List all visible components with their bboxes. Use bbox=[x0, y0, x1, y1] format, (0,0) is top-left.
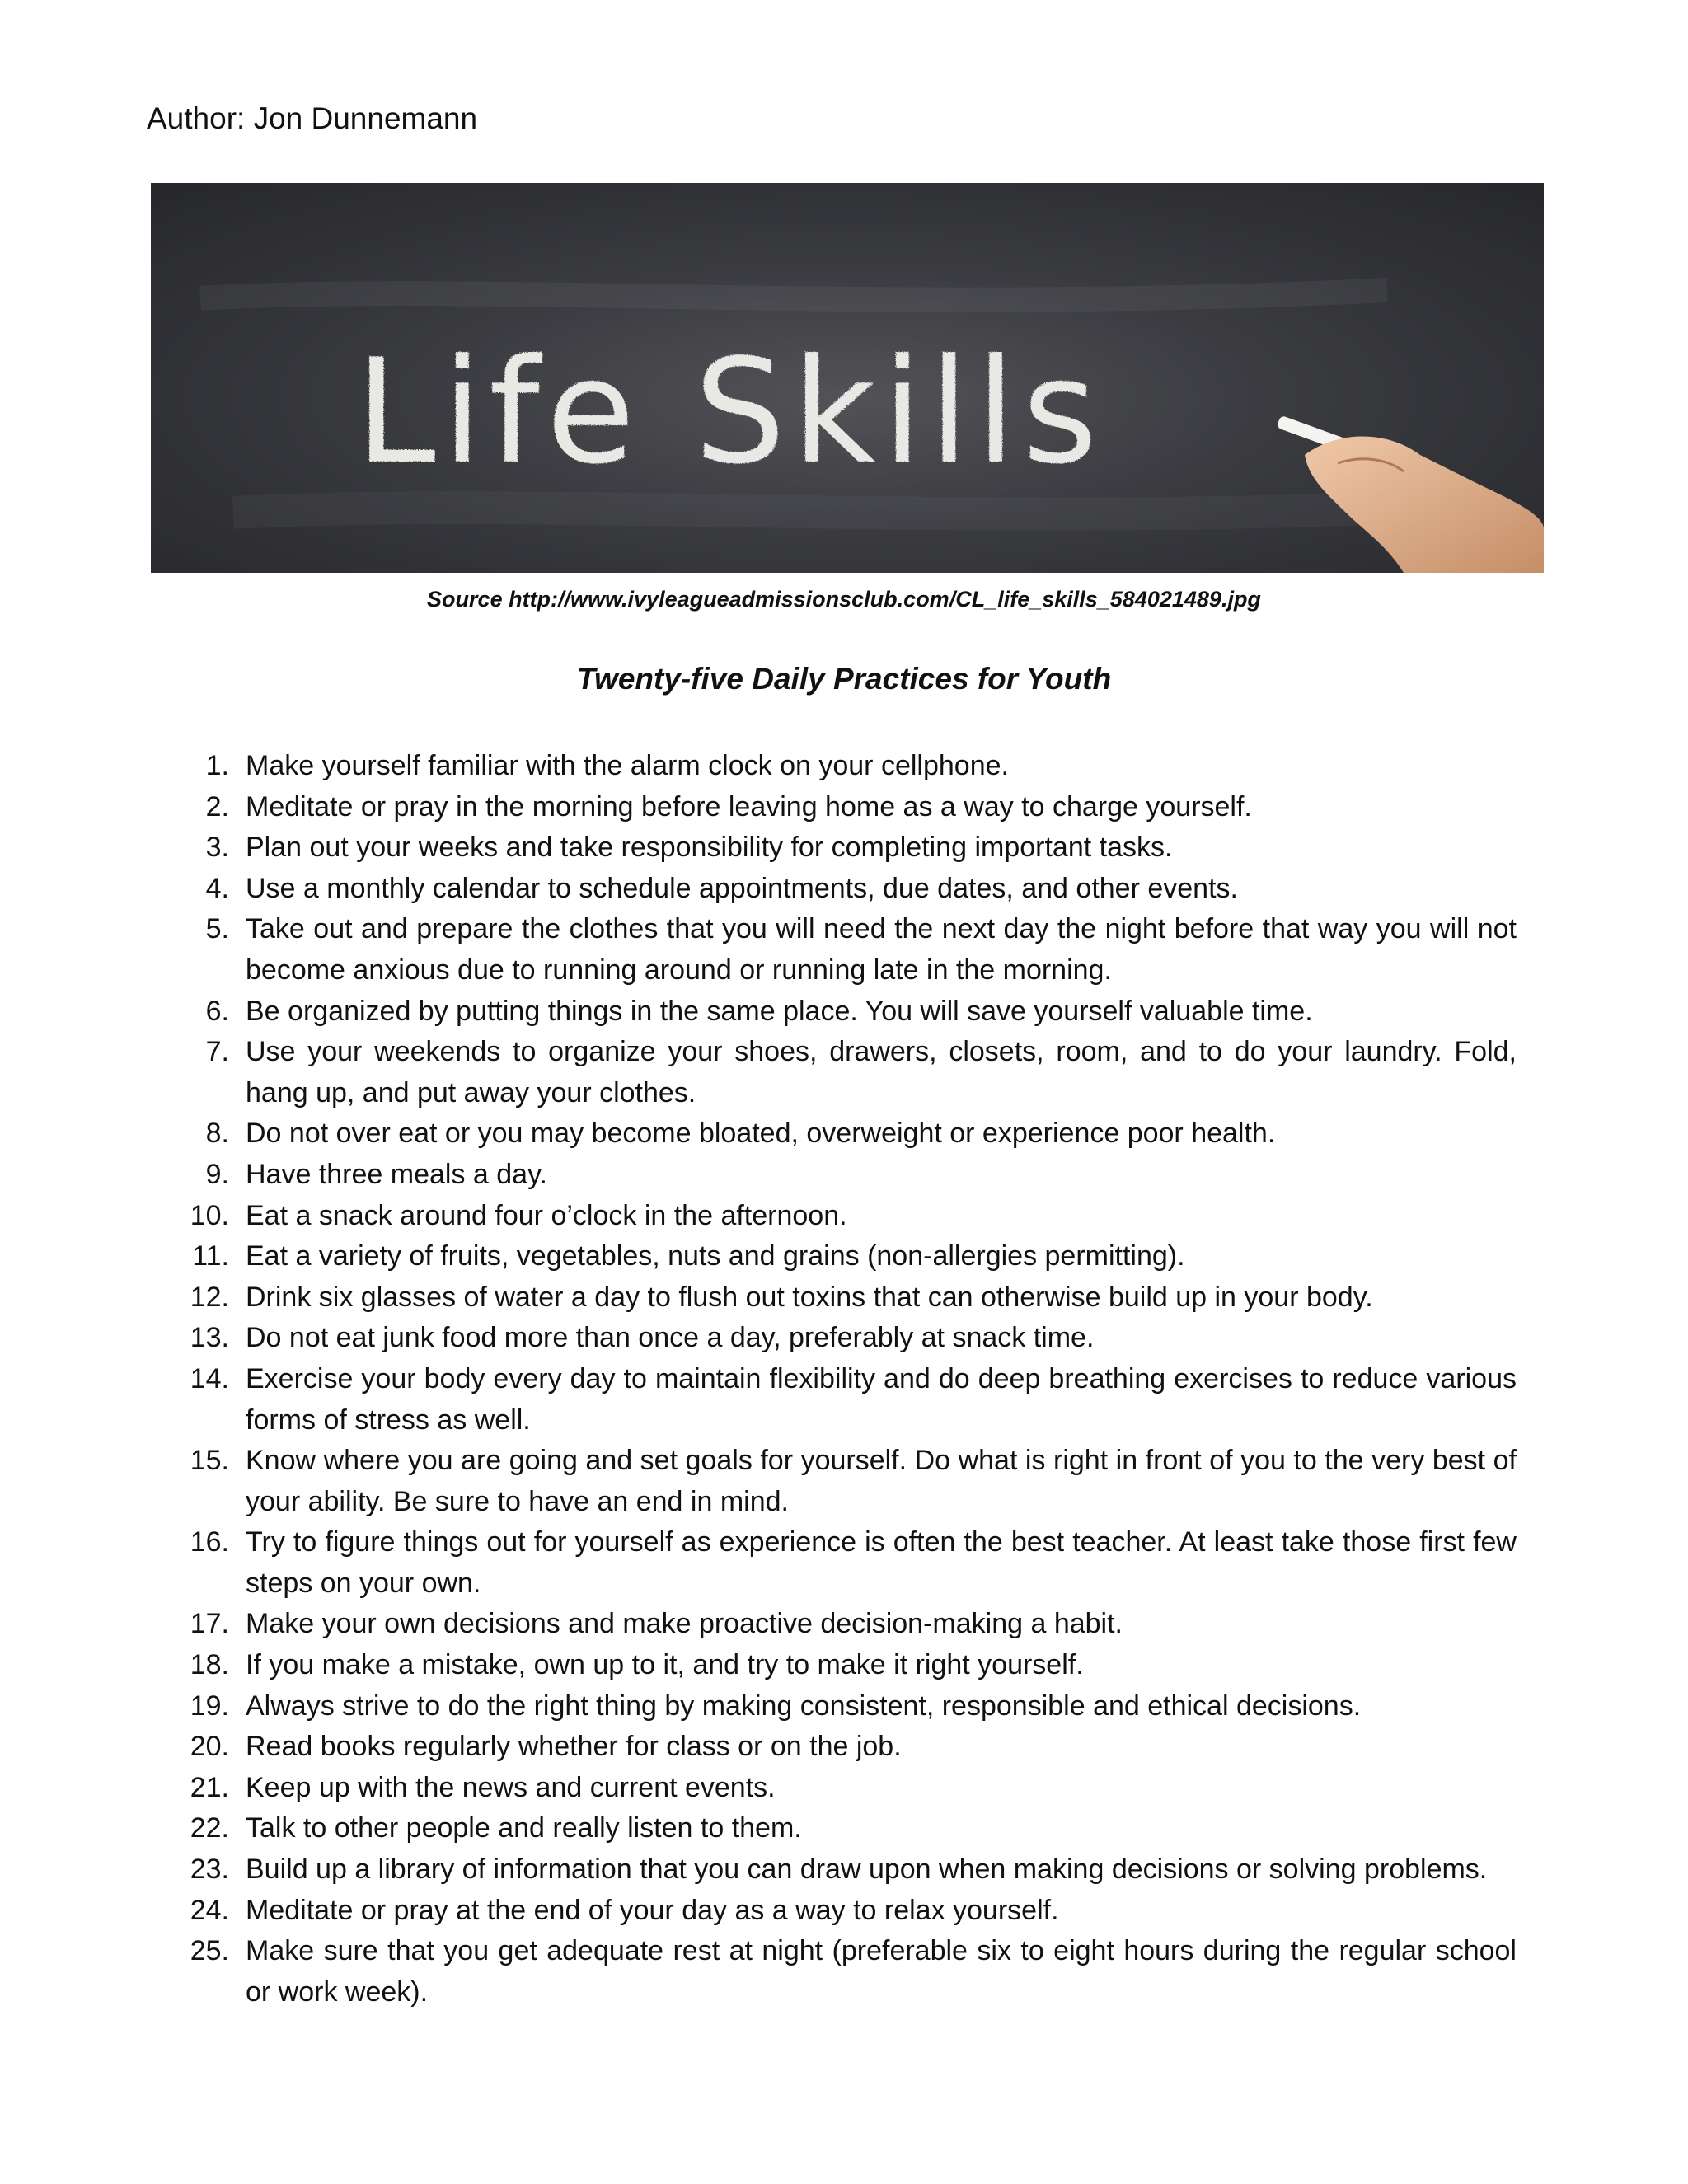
practice-item bbox=[148, 1236, 1517, 1277]
practice-item bbox=[148, 1645, 1517, 1686]
practice-item bbox=[148, 1359, 1517, 1441]
practice-number: 4. bbox=[205, 872, 229, 904]
practice-text: Do not eat junk food more than once a day, preferably at snack time. bbox=[246, 1322, 1095, 1354]
practice-text: Make your own decisions and make proactive decision-making a habit. bbox=[246, 1608, 1123, 1640]
practice-item bbox=[148, 1849, 1517, 1891]
banner-text: Life Skills bbox=[355, 329, 1104, 496]
practice-text: Know where you are going and set goals for yourself. Do what is right in front of you to the very best of your ability. Be sure to have an end in mind. bbox=[246, 1445, 1517, 1517]
practice-text: Eat a variety of fruits, vegetables, nuts and grains (non-allergies permitting). bbox=[246, 1240, 1185, 1272]
practice-text: Always strive to do the right thing by making consistent, responsible and ethical decisions. bbox=[246, 1690, 1362, 1722]
practice-number: 22. bbox=[190, 1812, 229, 1844]
practice-text: Keep up with the news and current events. bbox=[246, 1771, 776, 1803]
practice-number: 3. bbox=[205, 832, 229, 864]
chalkboard-illustration bbox=[151, 183, 1544, 573]
document-title: Twenty-five Daily Practices for Youth bbox=[576, 662, 1112, 696]
practice-item bbox=[148, 1931, 1517, 2013]
practice-number: 10. bbox=[190, 1199, 229, 1231]
practice-text: Be organized by putting things in the same place. You will save yourself valuable time. bbox=[246, 995, 1313, 1027]
practice-text: Use your weekends to organize your shoes, drawers, closets, room, and to do your laundry. Fold, hang up, and put away your clothes. bbox=[246, 1036, 1517, 1108]
practice-item bbox=[148, 909, 1517, 991]
practice-item bbox=[148, 1891, 1517, 1932]
practice-text: Drink six glasses of water a day to flush out toxins that can otherwise build up in your body. bbox=[246, 1281, 1373, 1313]
practice-item bbox=[148, 869, 1517, 910]
practice-text: Meditate or pray in the morning before leaving home as a way to charge yourself. bbox=[246, 790, 1252, 823]
practice-number: 12. bbox=[190, 1281, 229, 1313]
practice-number: 11. bbox=[192, 1240, 229, 1272]
practice-number: 17. bbox=[190, 1608, 229, 1640]
practice-text: Exercise your body every day to maintain flexibility and do deep breathing exercises to reduce various forms of stress as well. bbox=[246, 1362, 1517, 1436]
practice-item bbox=[148, 1155, 1517, 1196]
practice-item bbox=[148, 1441, 1517, 1522]
practice-item bbox=[148, 1032, 1517, 1113]
practice-number: 1. bbox=[205, 750, 229, 781]
practice-item bbox=[148, 1277, 1517, 1319]
practice-text: Read books regularly whether for class or on the job. bbox=[246, 1731, 902, 1763]
life-skills-banner-image bbox=[151, 183, 1544, 573]
practice-text: Build up a library of information that you can draw upon when making decisions or solving problems. bbox=[246, 1854, 1488, 1886]
practice-item bbox=[148, 827, 1517, 869]
author-line: Author: Jon Dunnemann bbox=[147, 101, 478, 135]
practice-item bbox=[148, 1113, 1517, 1155]
practice-text: Meditate or pray at the end of your day as a way to relax yourself. bbox=[246, 1894, 1059, 1926]
practice-text: Do not over eat or you may become bloated, overweight or experience poor health. bbox=[246, 1118, 1276, 1150]
practice-number: 14. bbox=[190, 1362, 229, 1394]
practice-number: 24. bbox=[190, 1894, 229, 1926]
practice-text: Have three meals a day. bbox=[246, 1158, 547, 1190]
practice-number: 25. bbox=[190, 1935, 229, 1967]
practice-text: Try to figure things out for yourself as experience is often the best teacher. At least take those first few steps on your own. bbox=[246, 1526, 1517, 1599]
practices-list bbox=[148, 746, 1517, 2013]
practice-text: If you make a mistake, own up to it, and try to make it right yourself. bbox=[246, 1649, 1084, 1681]
image-source-caption: Source http://www.ivyleagueadmissionsclub.com/CL_life_skills_584021489.jpg bbox=[427, 587, 1261, 612]
practice-number: 9. bbox=[205, 1158, 229, 1190]
practice-number: 19. bbox=[190, 1690, 229, 1722]
practice-text: Make yourself familiar with the alarm clock on your cellphone. bbox=[246, 750, 1009, 781]
practice-text: Take out and prepare the clothes that you will need the next day the night before that way you will not become anxious due to running around or running late in the morning. bbox=[246, 913, 1517, 986]
practice-number: 20. bbox=[190, 1731, 229, 1763]
practice-item bbox=[148, 1604, 1517, 1645]
practice-text: Plan out your weeks and take responsibility for completing important tasks. bbox=[246, 832, 1173, 864]
practice-number: 21. bbox=[190, 1771, 229, 1803]
practice-item bbox=[148, 1522, 1517, 1604]
practice-item bbox=[148, 1196, 1517, 1237]
practice-number: 16. bbox=[190, 1526, 229, 1558]
practice-number: 13. bbox=[190, 1322, 229, 1354]
practice-text: Talk to other people and really listen to them. bbox=[246, 1812, 802, 1844]
practice-number: 5. bbox=[205, 913, 229, 945]
practice-number: 8. bbox=[205, 1118, 229, 1150]
practice-number: 18. bbox=[190, 1649, 229, 1681]
practice-number: 23. bbox=[190, 1854, 229, 1886]
practice-item bbox=[148, 787, 1517, 828]
practice-item bbox=[148, 1318, 1517, 1359]
practice-item bbox=[148, 991, 1517, 1033]
practice-text: Make sure that you get adequate rest at night (preferable six to eight hours during the regular school or work week). bbox=[246, 1935, 1517, 2008]
practice-item bbox=[148, 746, 1517, 787]
practice-item bbox=[148, 1808, 1517, 1849]
practice-number: 2. bbox=[205, 790, 229, 823]
practice-number: 7. bbox=[205, 1036, 229, 1068]
practice-item bbox=[148, 1686, 1517, 1727]
practice-number: 6. bbox=[205, 995, 229, 1027]
practice-text: Eat a snack around four o’clock in the afternoon. bbox=[246, 1199, 847, 1231]
practice-item bbox=[148, 1727, 1517, 1768]
practice-number: 15. bbox=[190, 1445, 229, 1477]
practice-item bbox=[148, 1768, 1517, 1809]
practice-text: Use a monthly calendar to schedule appointments, due dates, and other events. bbox=[246, 872, 1238, 904]
